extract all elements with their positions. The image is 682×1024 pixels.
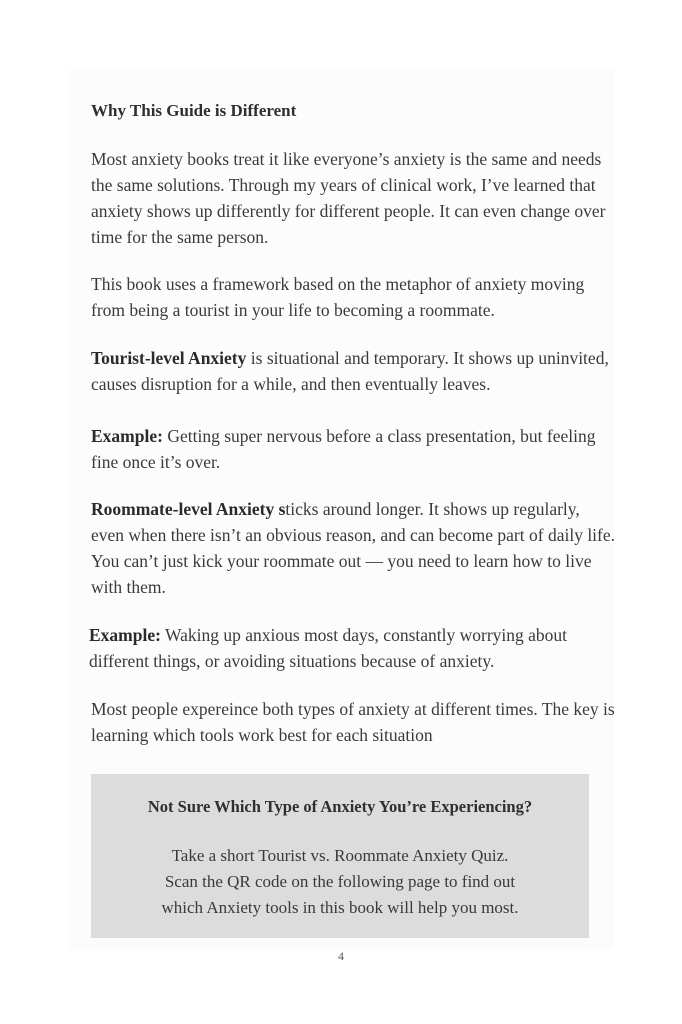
callout-title: Not Sure Which Type of Anxiety You’re Experiencing? <box>147 797 533 816</box>
callout-body <box>91 843 589 921</box>
callout-line: which Anxiety tools in this book will help you most. <box>161 898 519 917</box>
roommate-paragraph <box>91 496 616 600</box>
roommate-example-paragraph <box>89 622 599 674</box>
tourist-example-paragraph <box>91 423 616 475</box>
page-number: 4 <box>338 949 344 963</box>
tourist-term: Tourist-level Anxiety <box>91 348 247 368</box>
callout-line: Take a short Tourist vs. Roommate Anxiety Quiz. <box>171 846 509 865</box>
roommate-example-text: Waking up anxious most days, constantly worrying about different things, or avoiding situations because of anxiety. <box>89 625 568 671</box>
roommate-term: Roommate-level Anxiety s <box>91 499 286 519</box>
tourist-example-text: Getting super nervous before a class presentation, but feeling fine once it’s over. <box>91 426 596 472</box>
quiz-callout-box <box>91 774 589 938</box>
closing-paragraph: Most people expereince both types of anxiety at different times. The key is learning which tools work best for each situation <box>91 699 615 745</box>
framework-paragraph: This book uses a framework based on the metaphor of anxiety moving from being a tourist in your life to becoming a roommate. <box>91 274 585 320</box>
roommate-description: ticks around longer. It shows up regularly, even when there isn’t an obvious reason, and can become part of daily life. You can’t just kick your roommate out — you need to learn how to live with them. <box>91 499 616 597</box>
tourist-description: is situational and temporary. It shows up uninvited, causes disruption for a while, and then eventually leaves. <box>91 348 609 394</box>
example-label: Example: <box>91 426 163 446</box>
example-label: Example: <box>89 625 161 645</box>
tourist-paragraph <box>91 345 616 397</box>
section-heading: Why This Guide is Different <box>91 101 297 120</box>
callout-line: Scan the QR code on the following page to find out <box>164 872 516 891</box>
intro-paragraph: Most anxiety books treat it like everyone’s anxiety is the same and needs the same solutions. Through my years of clinical work, I’ve learned that anxiety shows up differently for different people. It can even change over time for the same person. <box>91 149 606 247</box>
